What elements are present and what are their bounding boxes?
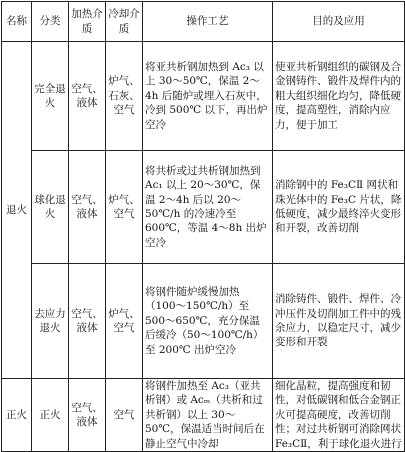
row-purpose: 使亚共析钢组织的碳钢及合金钢铸件、锻件及焊件内的粗大组织细化均匀，降低硬度，提高塑性，消除内应力，便于加工	[273, 42, 405, 151]
row-category: 完全退火	[32, 42, 69, 151]
row-category: 球化退火	[32, 151, 69, 264]
row-process: 将共析或过共析钢加热到 Ac₁ 以上 20～30℃，保温 2～4h 后以 20～50℃/h 的冷速冷至 600℃，等温 4～8h 出炉空冷	[143, 151, 273, 264]
table-header-row	[2, 2, 405, 42]
header-process: 操作工艺	[143, 2, 273, 42]
table-row	[2, 151, 405, 264]
header-heating-medium: 加热介质	[69, 2, 106, 42]
header-cooling-medium: 冷却介质	[106, 2, 143, 42]
row-cooling-medium: 炉气、空气	[106, 264, 143, 379]
row-cooling-medium: 空气	[106, 379, 143, 452]
table-row	[2, 42, 405, 151]
group-name-annealing: 退火	[2, 42, 32, 379]
group-name-normalizing: 正火	[2, 379, 32, 452]
row-purpose: 消除铸件、锻件、焊件、冷冲压件及切削加工件中的残余应力，以稳定尺寸，减少变形和开裂	[273, 264, 405, 379]
row-heating-medium: 空气、液体	[69, 379, 106, 452]
row-heating-medium: 空气、液体	[69, 42, 106, 151]
header-name: 名称	[2, 2, 32, 42]
row-purpose: 消除钢中的 Fe₃CⅡ 网状和珠光体中的 Fe₃C 片状，降低硬度，减少最终淬火变形和开裂，改善切削	[273, 151, 405, 264]
table-row	[2, 264, 405, 379]
header-purpose: 目的及应用	[273, 2, 405, 42]
row-category: 去应力退火	[32, 264, 69, 379]
row-process: 将亚共析钢加热到 Ac₃ 以上 30～50℃，保温 2～4h 后随炉或埋入石灰中，冷到 500℃ 以下，再出炉空冷	[143, 42, 273, 151]
table-row	[2, 379, 405, 452]
row-heating-medium: 空气、液体	[69, 151, 106, 264]
row-heating-medium: 空气、液体	[69, 264, 106, 379]
row-cooling-medium: 炉气、空气	[106, 151, 143, 264]
row-cooling-medium: 炉气、石灰、空气	[106, 42, 143, 151]
heat-treatment-table	[1, 1, 405, 452]
row-category: 正火	[32, 379, 69, 452]
row-process: 将钢件加热至 Ac₃（亚共析钢）或 Acₘ（共析和过共析钢）以上 30～50℃，保温适当时间后在静止空气中冷却	[143, 379, 273, 452]
header-category: 分类	[32, 2, 69, 42]
row-purpose: 细化晶粒，提高强度和韧性，对低碳钢和低合金钢正火可提高硬度，改善切削性；对过共析钢可消除网状 Fe₃CⅡ，利于球化退火进行	[273, 379, 405, 452]
row-process: 将钢件随炉缓慢加热（100～150℃/h）至 500～650℃，充分保温后缓冷（50～100℃/h）至 200℃ 出炉空冷	[143, 264, 273, 379]
